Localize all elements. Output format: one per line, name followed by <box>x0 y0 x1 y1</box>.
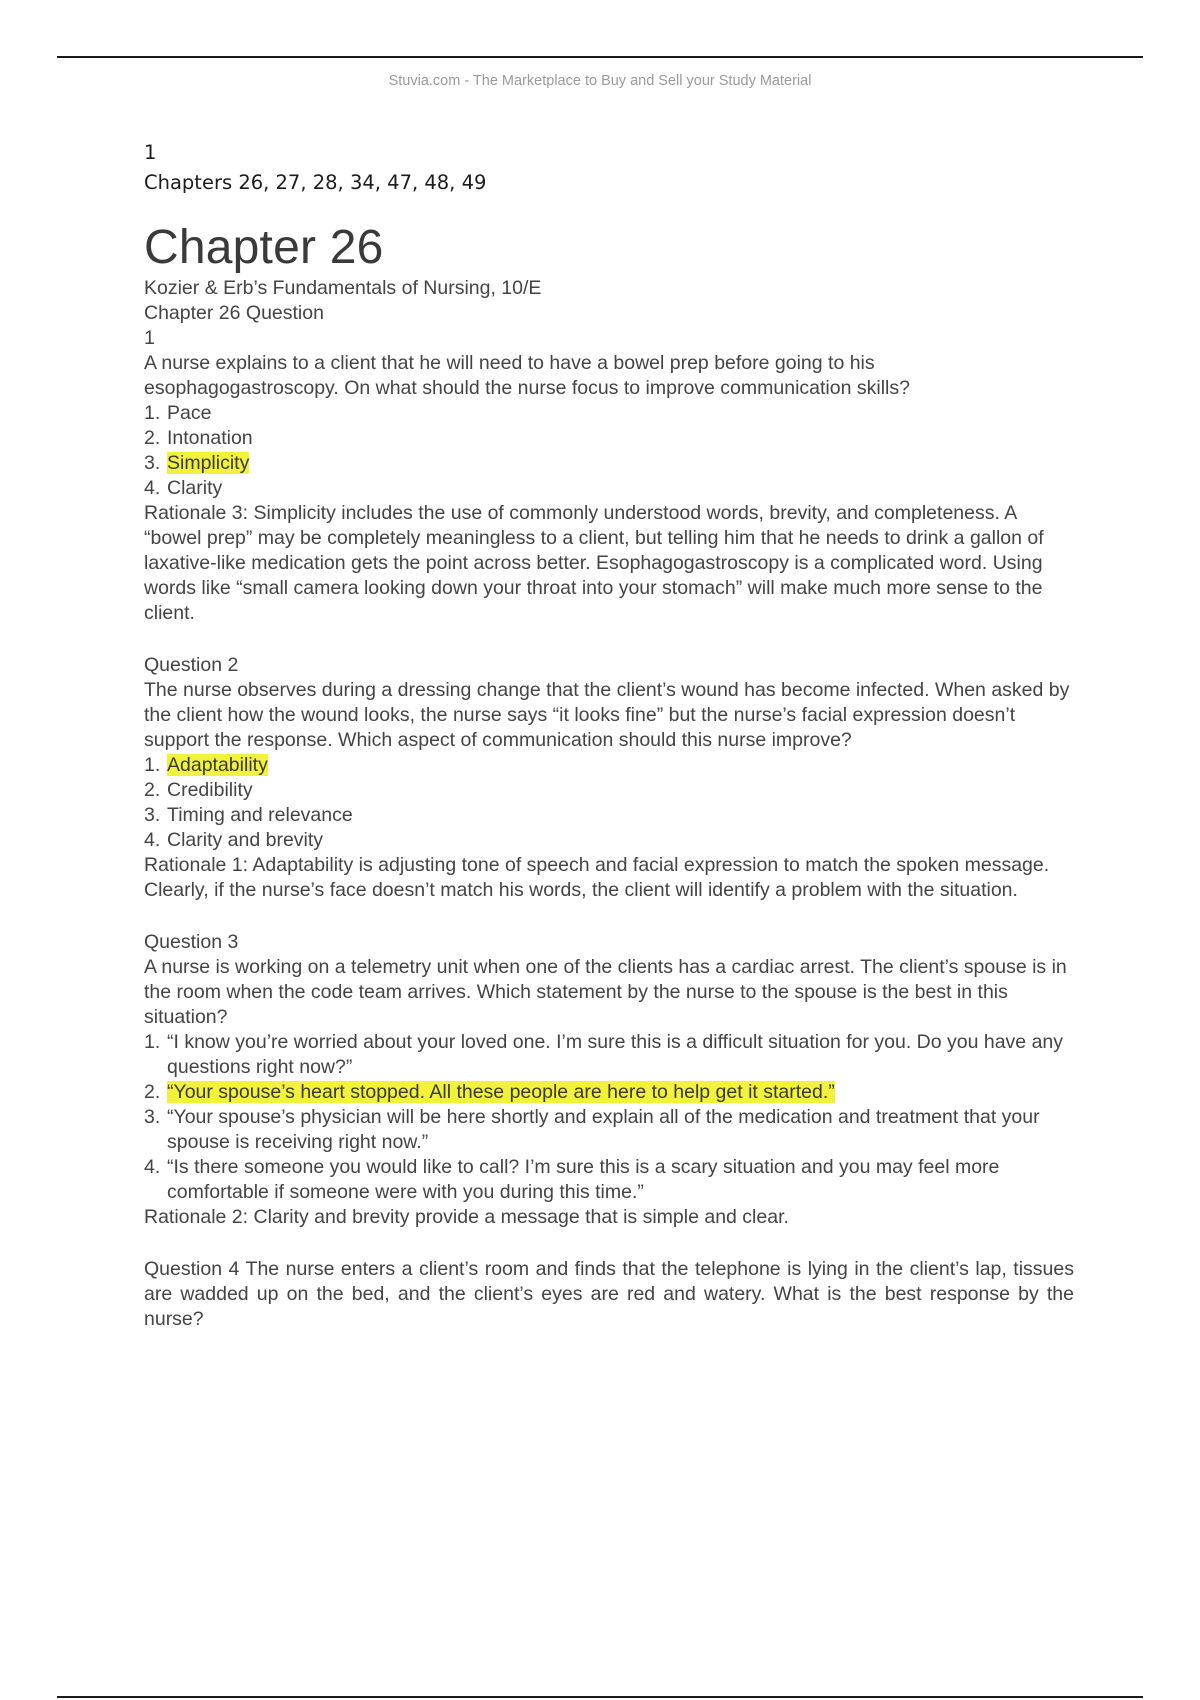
option-text: Timing and relevance <box>167 804 353 826</box>
option-text: “Your spouse’s physician will be here shortly and explain all of the medication and treatment that your spouse is receiving right now.” <box>167 1106 1040 1153</box>
question-1-rationale: Rationale 3: Simplicity includes the use of commonly understood words, brevity, and completeness. A “bowel prep” may be completely meaningless to a client, but telling him that he needs to drink a gallon of laxative-like medication gets the point across better. Esophagogastroscopy is a complicated word. Using words like “small camera looking down your throat into your stomach” will make much more sense to the client. <box>144 502 1044 624</box>
question-3-option-2 <box>144 1080 1074 1105</box>
option-number: 2. <box>144 779 161 801</box>
question-3-option-3 <box>144 1105 1074 1155</box>
watermark: Stuvia.com - The Marketplace to Buy and Sell your Study Material <box>388 73 812 89</box>
question-2-option-4 <box>144 828 1074 853</box>
question-number: 1 <box>144 327 155 349</box>
question-1-option-2 <box>144 426 1074 451</box>
option-number: 4. <box>144 477 161 499</box>
book-title: Kozier & Erb’s Fundamentals of Nursing, 10/E <box>144 277 542 299</box>
option-text: “I know you’re worried about your loved one. I’m sure this is a difficult situation for you. Do you have any questions right now?” <box>167 1031 1064 1078</box>
top-rule <box>57 56 1143 58</box>
bottom-rule <box>57 1696 1143 1698</box>
question-2-option-3 <box>144 803 1074 828</box>
chapter-title: Chapter 26 <box>144 221 384 274</box>
option-text: Clarity <box>167 477 223 499</box>
question-1-option-4 <box>144 476 1074 501</box>
question-3-stem: A nurse is working on a telemetry unit when one of the clients has a cardiac arrest. The client’s spouse is in the room when the code team arrives. Which statement by the nurse to the spouse is the best in this situation? <box>144 956 1067 1028</box>
option-number: 1. <box>144 754 161 776</box>
option-number: 3. <box>144 1106 161 1128</box>
option-number: 2. <box>144 1081 161 1103</box>
chapters-line: Chapters 26, 27, 28, 34, 47, 48, 49 <box>144 171 487 194</box>
option-text: “Is there someone you would like to call? I’m sure this is a scary situation and you may feel more comfortable if someone were with you during this time.” <box>167 1156 1000 1203</box>
question-label: Chapter 26 Question <box>144 302 324 324</box>
option-number: 1. <box>144 1031 161 1053</box>
question-3-option-1 <box>144 1030 1074 1080</box>
question-2-label: Question 2 <box>144 654 239 676</box>
question-2-rationale: Rationale 1: Adaptability is adjusting tone of speech and facial expression to match the spoken message. Clearly, if the nurse’s face doesn’t match his words, the client will identify a problem with the situation. <box>144 854 1050 901</box>
question-3-rationale: Rationale 2: Clarity and brevity provide a message that is simple and clear. <box>144 1206 789 1228</box>
option-number: 2. <box>144 427 161 449</box>
question-2-stem: The nurse observes during a dressing change that the client’s wound has become infected. When asked by the client how the wound looks, the nurse says “it looks fine” but the nurse’s facial expression doesn’t support the response. Which aspect of communication should this nurse improve? <box>144 679 1070 751</box>
question-2-option-1 <box>144 753 1074 778</box>
highlighted-answer: “Your spouse’s heart stopped. All these people are here to help get it started.” <box>167 1081 835 1103</box>
question-3-option-4 <box>144 1155 1074 1205</box>
option-text: Pace <box>167 402 212 424</box>
question-1-option-3 <box>144 451 1074 476</box>
document-body <box>144 138 1074 1332</box>
option-number: 4. <box>144 1156 161 1178</box>
question-2-option-2 <box>144 778 1074 803</box>
question-3-label: Question 3 <box>144 931 239 953</box>
option-number: 4. <box>144 829 161 851</box>
option-text: Intonation <box>167 427 253 449</box>
option-number: 3. <box>144 804 161 826</box>
option-text: Credibility <box>167 779 253 801</box>
question-1-stem: A nurse explains to a client that he will need to have a bowel prep before going to his esophagogastroscopy. On what should the nurse focus to improve communication skills? <box>144 352 910 399</box>
option-number: 3. <box>144 452 161 474</box>
page-number: 1 <box>144 141 157 164</box>
question-1-option-1 <box>144 401 1074 426</box>
highlighted-answer: Adaptability <box>167 754 268 776</box>
option-text: Clarity and brevity <box>167 829 324 851</box>
question-4-text: Question 4 The nurse enters a client’s room and finds that the telephone is lying in the client’s lap, tissues are wadded up on the bed, and the client’s eyes are red and watery. What is the best response by the nurse? <box>144 1258 1074 1330</box>
option-number: 1. <box>144 402 161 424</box>
highlighted-answer: Simplicity <box>167 452 250 474</box>
